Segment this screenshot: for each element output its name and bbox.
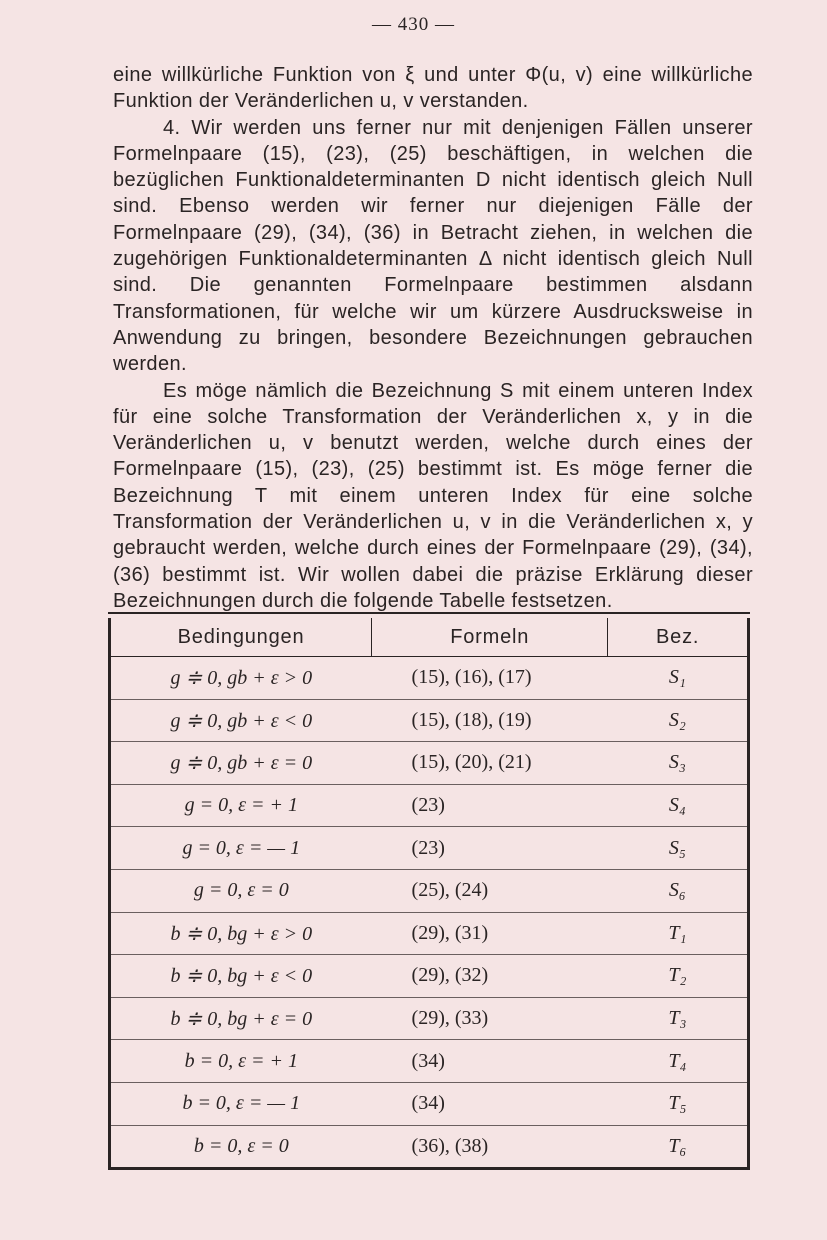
table-row (110, 869, 749, 912)
cell-condition: b = 0, ε = + 1 (110, 1040, 372, 1083)
cell-designation: T₄ (608, 1040, 749, 1083)
table-row (110, 657, 749, 700)
cell-condition: g ≑ 0, gb + ε > 0 (110, 657, 372, 700)
cell-designation: T₁ (608, 912, 749, 955)
cell-condition: b ≑ 0, bg + ε > 0 (110, 912, 372, 955)
paragraph-1: eine willkürliche Funktion von ξ und unter Φ(u, v) eine willkürliche Funktion der Veränderlichen u, v verstanden. (113, 64, 753, 113)
cell-condition: b = 0, ε = — 1 (110, 1082, 372, 1125)
cell-designation: T₃ (608, 997, 749, 1040)
header-formeln: Formeln (372, 618, 608, 657)
cell-formulas: (23) (372, 827, 608, 870)
cell-formulas: (36), (38) (411, 1134, 489, 1157)
table-row (110, 955, 749, 998)
cell-designation: S₁ (608, 657, 749, 700)
cell-formulas: (15), (20), (21) (372, 742, 608, 785)
cell-formulas: (29), (32) (372, 955, 608, 998)
transformation-table (108, 612, 750, 1170)
cell-condition: g = 0, ε = + 1 (110, 784, 372, 827)
paragraph-3: Es möge nämlich die Bezeichnung S mit einem unteren Index für eine solche Transformation der Veränderlichen x, y in die Veränderlichen u, v benutzt werden, welche durch eines der Formelnpaare (15), (23), (25) bestimmt ist. Es möge ferner die Bezeichnung T mit einem unteren Index für eine solche Transformation der Veränderlichen u, v in die Veränderlichen x, y gebraucht werden, welche durch eines der Formelnpaare (29), (34), (36) bestimmt ist. Wir wollen dabei die präzise Erklärung dieser Bezeichnungen durch die folgende Tabelle festsetzen. (113, 379, 753, 612)
cell-designation: S₅ (608, 827, 749, 870)
cell-designation: S₄ (608, 784, 749, 827)
table-row (110, 997, 749, 1040)
cell-condition: b ≑ 0, bg + ε = 0 (110, 997, 372, 1040)
cell-formulas: (23) (372, 784, 608, 827)
cell-formulas: (34) (372, 1082, 608, 1125)
cell-designation: T₅ (608, 1082, 749, 1125)
cell-condition: g ≑ 0, gb + ε = 0 (110, 742, 372, 785)
header-bedingungen: Bedingungen (110, 618, 372, 657)
cell-formulas: (15), (18), (19) (372, 699, 608, 742)
table-row (110, 1082, 749, 1125)
cell-designation: T₂ (608, 955, 749, 998)
cell-condition: g ≑ 0, gb + ε < 0 (110, 699, 372, 742)
cell-formulas: (29), (31) (372, 912, 608, 955)
paragraph-2: 4. Wir werden uns ferner nur mit denjenigen Fällen unserer Formelnpaare (15), (23), (25) beschäftigen, in welchen die bezüglichen Funktionaldeterminanten D nicht identisch gleich Null sind. Ebenso werden wir ferner nur diejenigen Fälle der Formelnpaare (29), (34), (36) in Betracht ziehen, in welchen die zugehörigen Funktionaldeterminanten Δ nicht identisch gleich Null sind. Die genannten Formelnpaare bestimmen alsdann Transformationen, für welche wir um kürzere Ausdrucksweise in Anwendung zu bringen, besondere Bezeichnungen gebrauchen werden. (113, 116, 753, 376)
table-row (110, 784, 749, 827)
cell-designation: T₆ (668, 1134, 687, 1157)
cell-designation: S₃ (608, 742, 749, 785)
page-number: — 430 — (372, 14, 455, 35)
body-text (113, 62, 753, 614)
table-header-row (110, 618, 749, 657)
table (108, 618, 750, 1170)
cell-formulas: (29), (33) (372, 997, 608, 1040)
table-row (110, 1125, 749, 1169)
header-bez: Bez. (608, 618, 749, 657)
table-top-rule (108, 612, 750, 614)
cell-condition: g = 0, ε = — 1 (110, 827, 372, 870)
cell-designation: S₆ (608, 869, 749, 912)
cell-condition: g = 0, ε = 0 (110, 869, 372, 912)
cell-formulas: (34) (372, 1040, 608, 1083)
table-row (110, 1040, 749, 1083)
cell-condition: b ≑ 0, bg + ε < 0 (110, 955, 372, 998)
table-row (110, 827, 749, 870)
table-row (110, 699, 749, 742)
table-row (110, 912, 749, 955)
table-row (110, 742, 749, 785)
cell-condition: b = 0, ε = 0 (193, 1134, 289, 1157)
cell-formulas: (25), (24) (372, 869, 608, 912)
cell-designation: S₂ (608, 699, 749, 742)
cell-formulas: (15), (16), (17) (372, 657, 608, 700)
